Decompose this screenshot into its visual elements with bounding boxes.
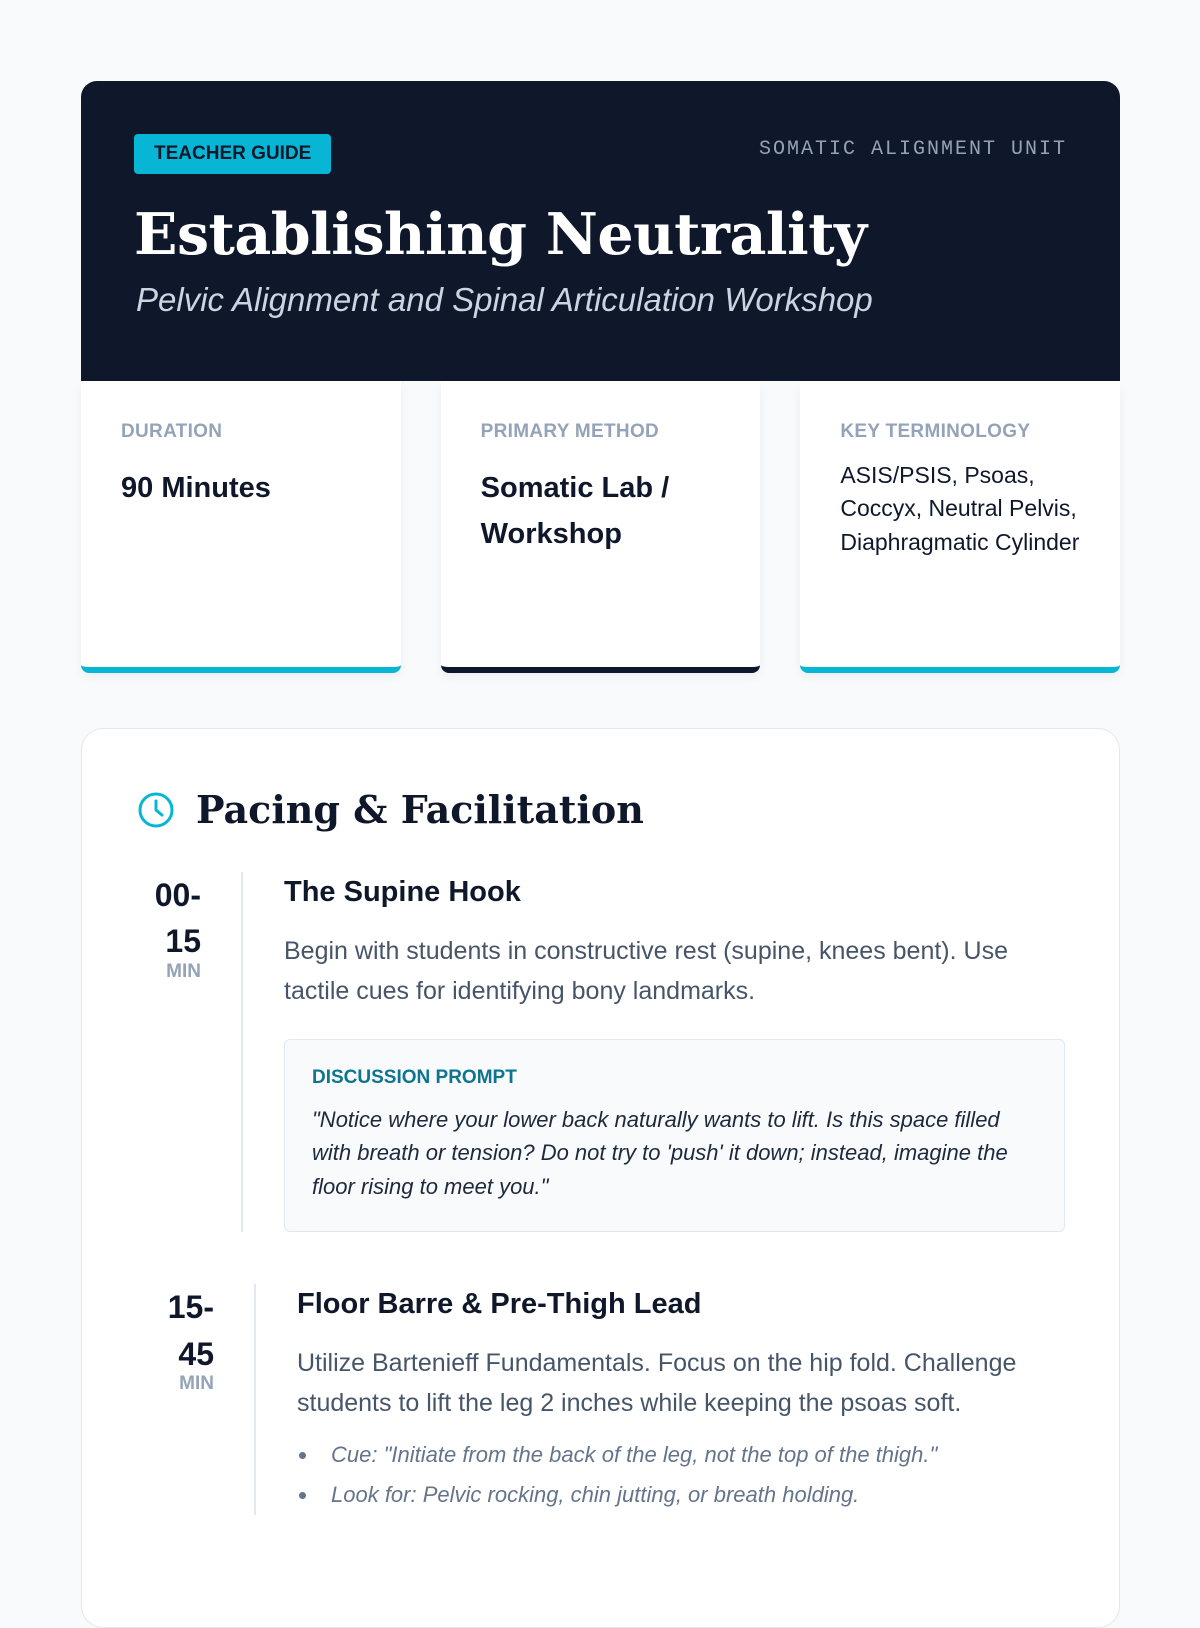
duration-label: DURATION bbox=[121, 421, 223, 442]
block-content bbox=[256, 1284, 1065, 1514]
block-content bbox=[243, 872, 1065, 1232]
block-description: Begin with students in constructive rest (supine, knees bent). Use tactile cues for identifying bony landmarks. bbox=[284, 937, 1008, 1005]
pacing-block bbox=[136, 1284, 1065, 1514]
discussion-prompt-box bbox=[284, 1039, 1065, 1232]
cue-list bbox=[297, 1435, 1065, 1514]
teacher-guide-badge: TEACHER GUIDE bbox=[134, 134, 331, 174]
primary-method-card bbox=[441, 381, 761, 673]
key-terminology-value: ASIS/PSIS, Psoas, Coccyx, Neutral Pelvis, Diaphragmatic Cylinder bbox=[840, 462, 1080, 555]
clock-icon bbox=[136, 790, 176, 830]
key-terminology-card bbox=[800, 381, 1120, 673]
section-header bbox=[136, 787, 1065, 832]
block-description: Utilize Bartenieff Fundamentals. Focus on the hip fold. Challenge students to lift the leg 2 inches while keeping the psoas soft. bbox=[297, 1349, 1017, 1418]
duration-card bbox=[81, 381, 401, 673]
pacing-section bbox=[81, 728, 1120, 1628]
list-item: Look for: Pelvic rocking, chin jutting, or breath holding. bbox=[297, 1475, 1065, 1515]
time-range: 15-45 bbox=[167, 1289, 214, 1372]
teacher-guide-page bbox=[81, 81, 1120, 1628]
time-unit: MIN bbox=[166, 960, 201, 982]
page-title: Establishing Neutrality bbox=[134, 201, 867, 268]
page-subtitle: Pelvic Alignment and Spinal Articulation Workshop bbox=[136, 280, 873, 318]
block-title: Floor Barre & Pre-Thigh Lead bbox=[297, 1288, 702, 1321]
info-cards bbox=[81, 381, 1120, 673]
time-column bbox=[136, 1284, 256, 1514]
time-unit: MIN bbox=[179, 1373, 214, 1395]
section-title: Pacing & Facilitation bbox=[196, 787, 644, 832]
unit-label: SOMATIC ALIGNMENT UNIT bbox=[758, 138, 1067, 161]
duration-value: 90 Minutes bbox=[121, 472, 271, 504]
time-range: 00-15 bbox=[154, 877, 201, 960]
primary-method-label: PRIMARY METHOD bbox=[480, 421, 660, 442]
block-title: The Supine Hook bbox=[284, 876, 521, 908]
guide-header bbox=[81, 81, 1120, 381]
list-item: Cue: "Initiate from the back of the leg, not the top of the thigh." bbox=[297, 1435, 1065, 1475]
key-terminology-label: KEY TERMINOLOGY bbox=[840, 421, 1031, 442]
primary-method-value: Somatic Lab / Workshop bbox=[480, 472, 670, 551]
time-column bbox=[136, 872, 243, 1232]
discussion-prompt-quote: "Notice where your lower back naturally wants to lift. Is this space filled with breath or tension? Do not try to 'push' it down; instead, imagine the floor rising to meet you." bbox=[312, 1107, 1008, 1199]
pacing-block bbox=[136, 872, 1065, 1232]
discussion-prompt-label: DISCUSSION PROMPT bbox=[312, 1067, 517, 1088]
